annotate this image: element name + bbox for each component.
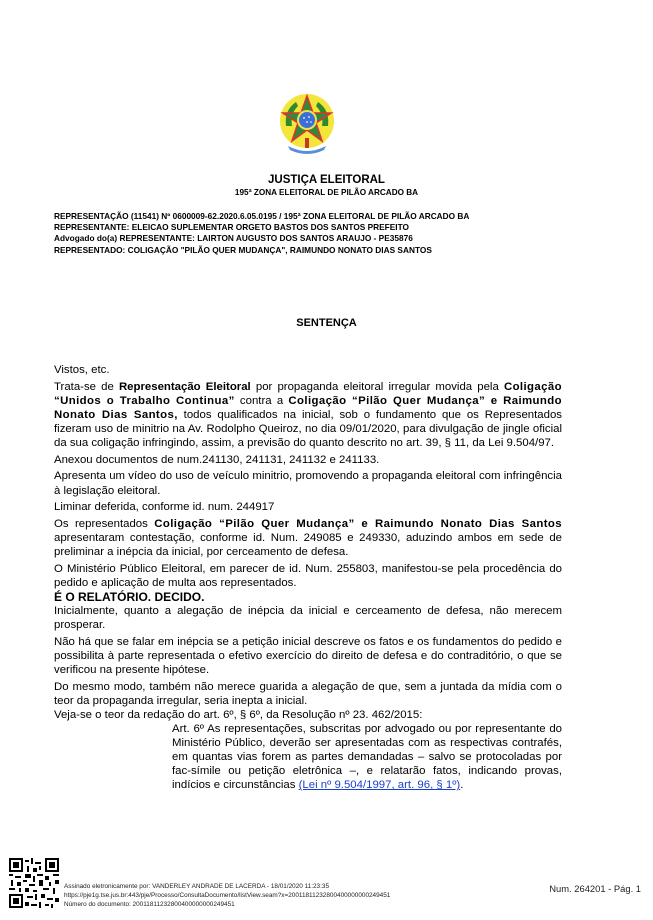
qr-code-icon (9, 858, 59, 908)
paragraph (54, 517, 562, 559)
text: Trata-se de (54, 380, 119, 393)
verification-url[interactable]: https://pje1g.tse.jus.br:443/pje/Processo/ConsultaDocumento/listView.seam?x=20011811232800400000000249451 (64, 892, 391, 899)
defendant: REPRESENTADO: COLIGAÇÃO "PILÃO QUER MUDANÇA", RAIMUNDO NONATO DIAS SANTOS (54, 244, 432, 255)
paragraph: Não há que se falar em inépcia se a petição inicial descreve os fatos e os fundamentos do pedido e possibilita à parte representada o efetivo exercício do direito de defesa e do contraditório, o que se verificou na presente hipótese. (54, 635, 562, 677)
quote-text: Art. 6º As representações, subscritas por advogado ou por representante do Ministério Público, deverão ser apresentadas com as respectivas contrafés, em quantas vias forem as partes demandadas – salvo se protocoladas por fac-símile ou petição eletrônica –, e relatarão fatos, indicando provas, indícios e circunstâncias (172, 723, 562, 792)
paragraph: Vistos, etc. (54, 364, 110, 376)
case-info (54, 211, 469, 256)
text: contra a (234, 394, 289, 407)
paragraph: O Ministério Público Eleitoral, em parecer de id. Num. 255803, manifestou-se pela procedência do pedido e aplicação de multa aos representados. (54, 562, 562, 589)
bold-text: Coligação “Pilão Quer Mudança” e Raimundo Nonato Dias Santos, (54, 394, 562, 421)
paragraph: Inicialmente, quanto a alegação de inépcia da inicial e cerceamento de defesa, não merecem prosperar. (54, 605, 562, 632)
bold-text: Coligação “Unidos o Trabalho Continua” (54, 380, 562, 407)
signed-by: Assinado eletronicamente por: VANDERLEY ANDRADE DE LACERDA - 18/01/2020 11:23:35 (64, 883, 329, 890)
text: todos qualificados na inicial, sob o fundamento que os Representados fizeram uso de minitrio na Av. Rodolpho Queiroz, no dia 09/01/2020, para divulgação de jingle oficial da sua coligação infringindo, assim, a previsão do quanto descrito no art. 39, § 11, da Lei 9.504/97. (54, 408, 562, 450)
paragraph: Anexou documentos de num.241130, 241131, 241132 e 241133. (54, 453, 380, 466)
law-reference-link[interactable]: (Lei nº 9.504/1997, art. 96, § 1º) (298, 779, 461, 792)
paragraph: Veja-se o teor da redação do art. 6º, § 6º, da Resolução nº 23. 462/2015: (54, 708, 423, 721)
document-body (54, 363, 562, 792)
page-number: Num. 264201 - Pág. 1 (549, 883, 641, 894)
lawyer: Advogado do(a) REPRESENTANTE: LAIRTON AUGUSTO DOS SANTOS ARAUJO - PE35876 (54, 233, 413, 244)
document-number: Número do documento: 20011811232800400000000249451 (64, 901, 235, 908)
paragraph: Do mesmo modo, também não merece guarida a alegação de que, sem a juntada da mídia com o teor da propaganda irregular, seria inepta a inicial. (54, 680, 562, 707)
bold-text: Representação Eleitoral (118, 380, 251, 393)
paragraph: Liminar deferida, conforme id. num. 244917 (54, 501, 275, 514)
court-title: JUSTIÇA ELEITORAL (268, 174, 385, 186)
case-number: REPRESENTAÇÃO (11541) Nº 0600009-62.2020.6.05.0195 / 195ª ZONA ELEITORAL DE PILÃO ARCADO BA (54, 211, 470, 221)
bold-text: Coligação “Pilão Quer Mudança” e Raimundo Nonato Dias Santos (154, 517, 562, 530)
text: por propaganda eleitoral irregular movida pela (250, 380, 504, 393)
text: Os representados (54, 517, 155, 530)
plaintiff: REPRESENTANTE: ELEICAO SUPLEMENTAR ORGETO BASTOS DOS SANTOS PREFEITO (54, 222, 409, 233)
paragraph: Apresenta um vídeo do uso de veículo minitrio, promovendo a propaganda eleitoral com infringência à legislação eleitoral. (54, 470, 562, 497)
signature-block (64, 882, 390, 909)
coat-of-arms-icon (278, 92, 336, 158)
paragraph (54, 380, 562, 450)
document-title: SENTENÇA (296, 317, 357, 329)
legal-quote (172, 722, 562, 792)
section-heading: É O RELATÓRIO. DECIDO. (54, 589, 205, 604)
text: apresentaram contestação, conforme id. Num. 249085 e 249330, aduzindo ambos em sede de preliminar a inépcia da inicial, por cerceamento de defesa. (54, 532, 562, 559)
court-zone: 195ª ZONA ELEITORAL DE PILÃO ARCADO BA (234, 188, 419, 197)
text: . (460, 779, 464, 792)
